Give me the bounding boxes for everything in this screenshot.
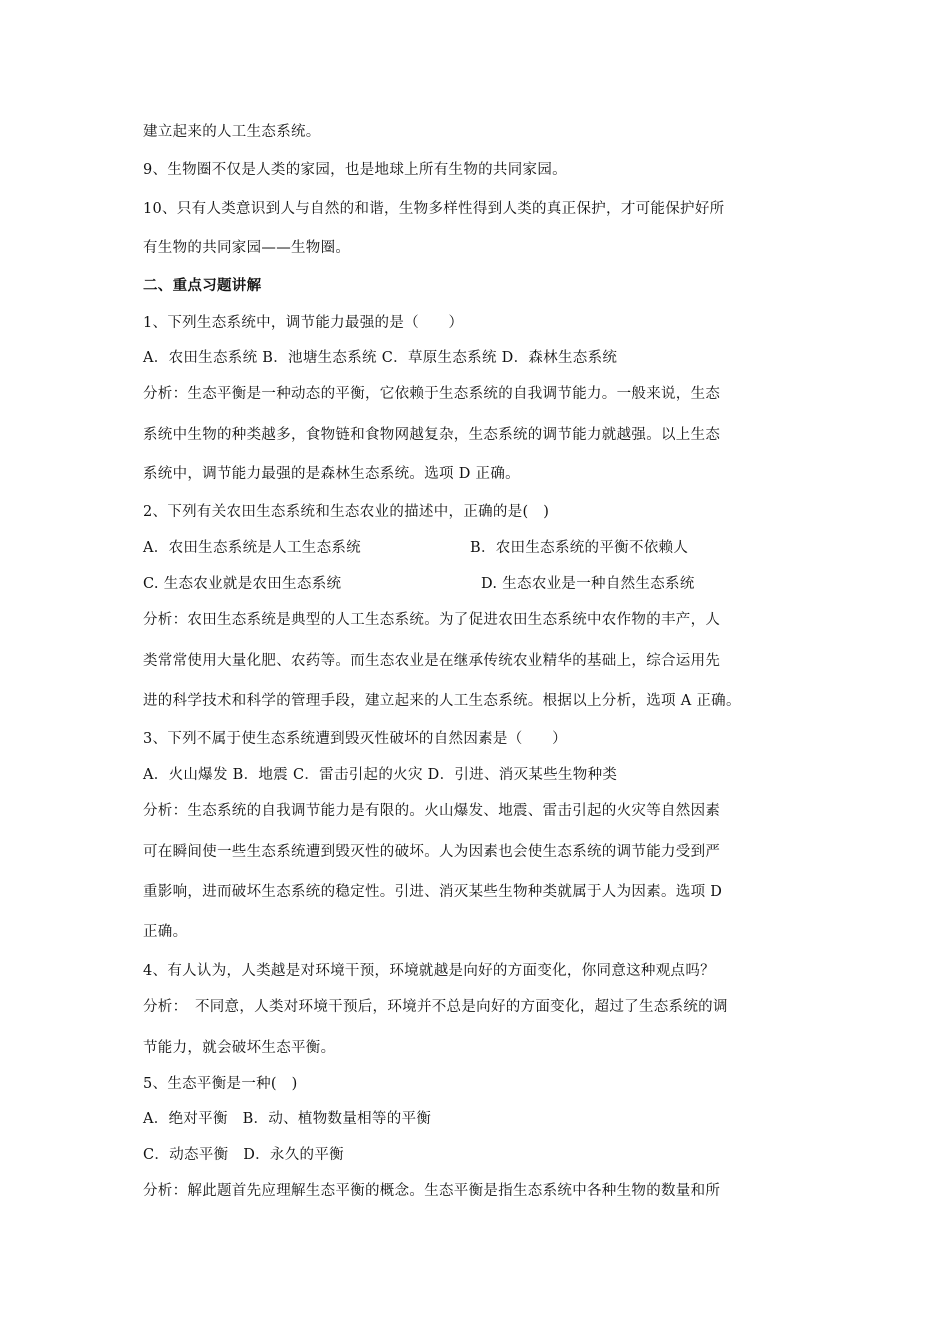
question-5-options: A．绝对平衡 B．动、植物数量相等的平衡 bbox=[143, 1111, 432, 1127]
analysis-line: 节能力，就会破坏生态平衡。 bbox=[143, 1040, 336, 1056]
text-line: 9、生物圈不仅是人类的家园，也是地球上所有生物的共同家园。 bbox=[143, 162, 567, 178]
question-3-options: A．火山爆发 B．地震 C．雷击引起的火灾 D．引进、消灭某些生物种类 bbox=[143, 767, 618, 783]
question-2-option-b: B．农田生态系统的平衡不依赖人 bbox=[470, 540, 689, 556]
analysis-line: 分析：生态系统的自我调节能力是有限的。火山爆发、地震、雷击引起的火灾等自然因素 bbox=[143, 803, 721, 819]
analysis-line: 分析：生态平衡是一种动态的平衡，它依赖于生态系统的自我调节能力。一般来说，生态 bbox=[143, 386, 721, 402]
question-1: 1、下列生态系统中，调节能力最强的是（ ） bbox=[143, 315, 464, 331]
text-line: 建立起来的人工生态系统。 bbox=[143, 124, 321, 140]
section-heading: 二、重点习题讲解 bbox=[143, 278, 262, 294]
analysis-line: 分析：农田生态系统是典型的人工生态系统。为了促进农田生态系统中农作物的丰产，人 bbox=[143, 612, 721, 628]
analysis-line: 系统中生物的种类越多，食物链和食物网越复杂，生态系统的调节能力就越强。以上生态 bbox=[143, 427, 721, 443]
analysis-line: 可在瞬间使一些生态系统遭到毁灭性的破坏。人为因素也会使生态系统的调节能力受到严 bbox=[143, 844, 721, 860]
analysis-line: 类常常使用大量化肥、农药等。而生态农业是在继承传统农业精华的基础上，综合运用先 bbox=[143, 653, 721, 669]
question-2-option-a: A．农田生态系统是人工生态系统 bbox=[143, 540, 361, 556]
analysis-line: 正确。 bbox=[143, 924, 188, 940]
question-5: 5、生态平衡是一种( ) bbox=[143, 1076, 298, 1092]
question-2-option-d: D. 生态农业是一种自然生态系统 bbox=[481, 576, 695, 592]
question-5-options: C．动态平衡 D．永久的平衡 bbox=[143, 1147, 344, 1163]
text-line: 10、只有人类意识到人与自然的和谐，生物多样性得到人类的真正保护，才可能保护好所 bbox=[143, 201, 725, 217]
analysis-line: 进的科学技术和科学的管理手段，建立起来的人工生态系统。根据以上分析，选项 A 正确。 bbox=[143, 693, 741, 709]
question-2-option-c: C. 生态农业就是农田生态系统 bbox=[143, 576, 342, 592]
analysis-line: 系统中，调节能力最强的是森林生态系统。选项 D 正确。 bbox=[143, 466, 520, 482]
question-3: 3、下列不属于使生态系统遭到毁灭性破坏的自然因素是（ ） bbox=[143, 731, 567, 747]
text-line: 有生物的共同家园——生物圈。 bbox=[143, 240, 351, 256]
analysis-line: 重影响，进而破坏生态系统的稳定性。引进、消灭某些生物种类就属于人为因素。选项 D bbox=[143, 884, 723, 900]
analysis-line: 分析： 不同意，人类对环境干预后，环境并不总是向好的方面变化，超过了生态系统的调 bbox=[143, 999, 728, 1015]
question-4: 4、有人认为，人类越是对环境干预，环境就越是向好的方面变化，你同意这种观点吗？ bbox=[143, 963, 715, 979]
question-1-options: A．农田生态系统 B．池塘生态系统 C．草原生态系统 D．森林生态系统 bbox=[143, 350, 618, 366]
question-2: 2、下列有关农田生态系统和生态农业的描述中，正确的是( ) bbox=[143, 504, 550, 520]
analysis-line: 分析：解此题首先应理解生态平衡的概念。生态平衡是指生态系统中各种生物的数量和所 bbox=[143, 1183, 721, 1199]
